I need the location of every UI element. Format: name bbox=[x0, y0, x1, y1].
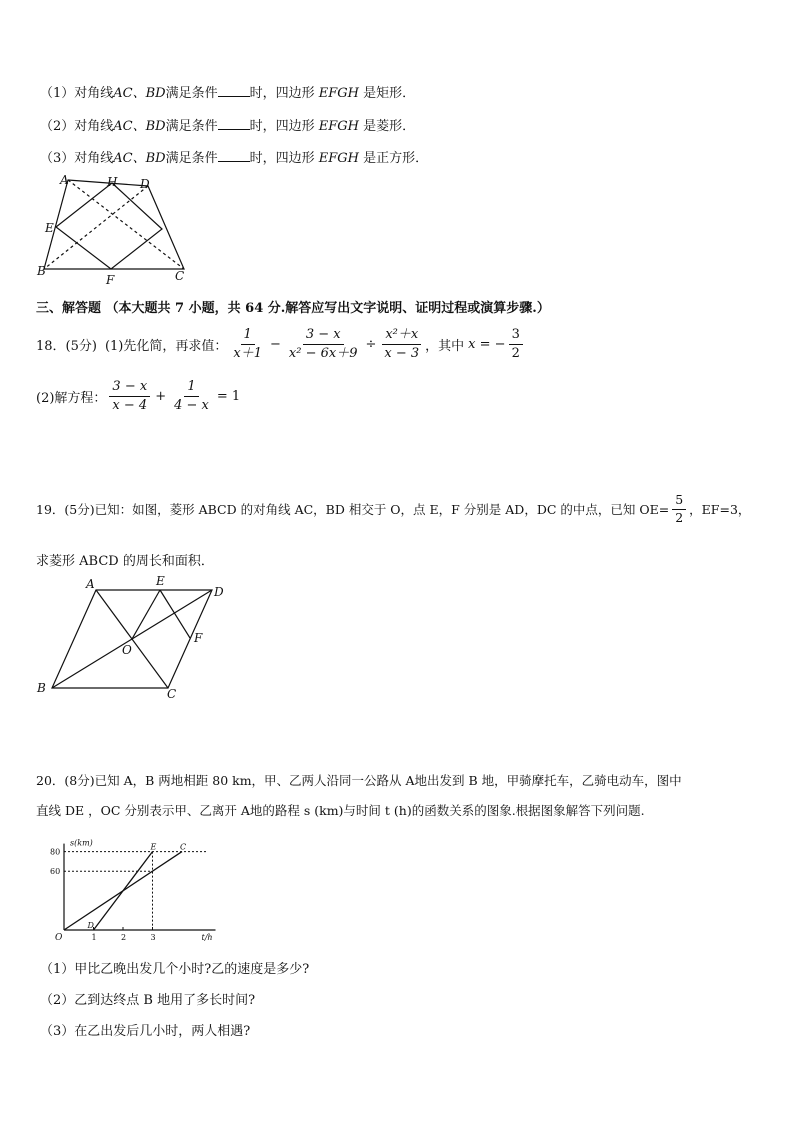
label-d: D bbox=[214, 585, 224, 599]
label-b: B bbox=[37, 264, 46, 278]
fraction-1: $\frac{1}{x+1}$ bbox=[233, 327, 262, 361]
answer-blank[interactable] bbox=[218, 150, 250, 162]
segment-oe bbox=[132, 590, 160, 639]
label-o: O bbox=[122, 643, 132, 657]
label-e: E bbox=[45, 221, 54, 235]
x-tick-label-3: 3 bbox=[150, 933, 156, 942]
x-tick-label-2: 2 bbox=[121, 933, 127, 942]
diagonal-bd bbox=[44, 186, 148, 269]
label-c: C bbox=[175, 269, 185, 283]
answer-blank[interactable] bbox=[218, 85, 250, 97]
section-heading: 三、解答题 （本大题共 7 小题，共 64 分.解答应写出文字说明、证明过程或演算步骤.） bbox=[36, 301, 550, 316]
trapezoid-abcd bbox=[44, 180, 184, 269]
point-label-c: C bbox=[180, 842, 187, 852]
y-tick-label-60: 60 bbox=[50, 867, 61, 877]
x-axis-label: t/h bbox=[201, 933, 213, 942]
label-a: A bbox=[60, 173, 69, 187]
label-c: C bbox=[167, 687, 177, 701]
q20-line-chart bbox=[40, 838, 213, 944]
diagonal-ac bbox=[68, 180, 184, 269]
label-f: F bbox=[106, 273, 115, 287]
point-label-d: D bbox=[87, 921, 94, 930]
label-b: B bbox=[37, 681, 46, 695]
label-f: F bbox=[194, 631, 203, 645]
label-e: E bbox=[156, 574, 165, 588]
q17-item-3: （3）对角线AC、BD满足条件 时，四边形 EFGH 是正方形． bbox=[40, 151, 429, 166]
label-h: H bbox=[107, 175, 118, 189]
q19-line-2: 求菱形 ABCD 的周长和面积． bbox=[36, 554, 214, 569]
segment-ef bbox=[160, 590, 190, 638]
equation-fraction-2: $\frac{1}{4 - x}$ bbox=[174, 379, 209, 413]
x-tick-label-1: 1 bbox=[91, 933, 97, 942]
y-axis-label: s(km) bbox=[70, 838, 93, 848]
q18-part2: (2)解方程： $\frac{3 - x}{x - 4}$ + $\frac{1}{4 - x}$ = 1 bbox=[36, 379, 241, 413]
label-a: A bbox=[86, 577, 95, 591]
quadrilateral-efgh bbox=[56, 183, 162, 269]
series-line-oc bbox=[64, 852, 182, 930]
point-label-e: E bbox=[150, 842, 157, 852]
fraction-oe: $\frac{5}{2}$ bbox=[672, 492, 686, 527]
q19-line-1: 19．(5分)已知：如图，菱形 ABCD 的对角线 AC，BD 相交于 O，点 E，F 分别是 AD，DC 的中点，已知 OE= $\frac{5}{2}$ ，EF=3， bbox=[36, 492, 751, 525]
answer-blank[interactable] bbox=[218, 118, 250, 130]
fraction-2: $\frac{3 - x}{\text{x² − 6x＋9}}$ bbox=[288, 327, 358, 361]
q19-rhombus-figure bbox=[34, 572, 234, 700]
q17-item-1: （1）对角线AC、BD满足条件 时，四边形 EFGH 是矩形． bbox=[40, 86, 416, 101]
q17-item-2: （2）对角线AC、BD满足条件 时，四边形 EFGH 是菱形． bbox=[40, 119, 416, 134]
q17-trapezoid-figure bbox=[34, 172, 194, 287]
fraction-x-value: $\frac{3}{2}$ bbox=[509, 326, 523, 362]
q18-part1: 18．(5分) (1)先化简，再求值： $\frac{1}{x+1}$ − $\frac{3 - x}{\text{x² − 6x＋9}}$ ÷ $\frac{\text{x²＋x}}{x - 3}$ ，其中 x = − $\frac{3}{2}$ bbox=[36, 326, 526, 362]
origin-label: O bbox=[55, 933, 63, 943]
equation-fraction-1: $\frac{3 - x}{x - 4}$ bbox=[109, 378, 150, 414]
q20-line-2: 直线 DE ，OC 分别表示甲、乙离开 A地的路程 s (km)与时间 t (h)的函数关系的图象.根据图象解答下列问题. bbox=[36, 803, 645, 818]
fraction-3: $\frac{\text{x²＋x}}{x - 3}$ bbox=[381, 326, 422, 362]
q20-subquestion-1: （1）甲比乙晚出发几个小时?乙的速度是多少? bbox=[40, 962, 310, 977]
y-tick-label-80: 80 bbox=[50, 847, 61, 857]
q20-subquestion-2: （2）乙到达终点 B 地用了多长时间? bbox=[40, 993, 256, 1008]
label-d: D bbox=[140, 177, 150, 191]
q20-line-1: 20．(8分)已知 A，B 两地相距 80 km，甲、乙两人沿同一公路从 A地出发到 B 地，甲骑摩托车，乙骑电动车，图中 bbox=[36, 773, 682, 788]
q20-subquestion-3: （3）在乙出发后几小时，两人相遇? bbox=[40, 1024, 251, 1039]
